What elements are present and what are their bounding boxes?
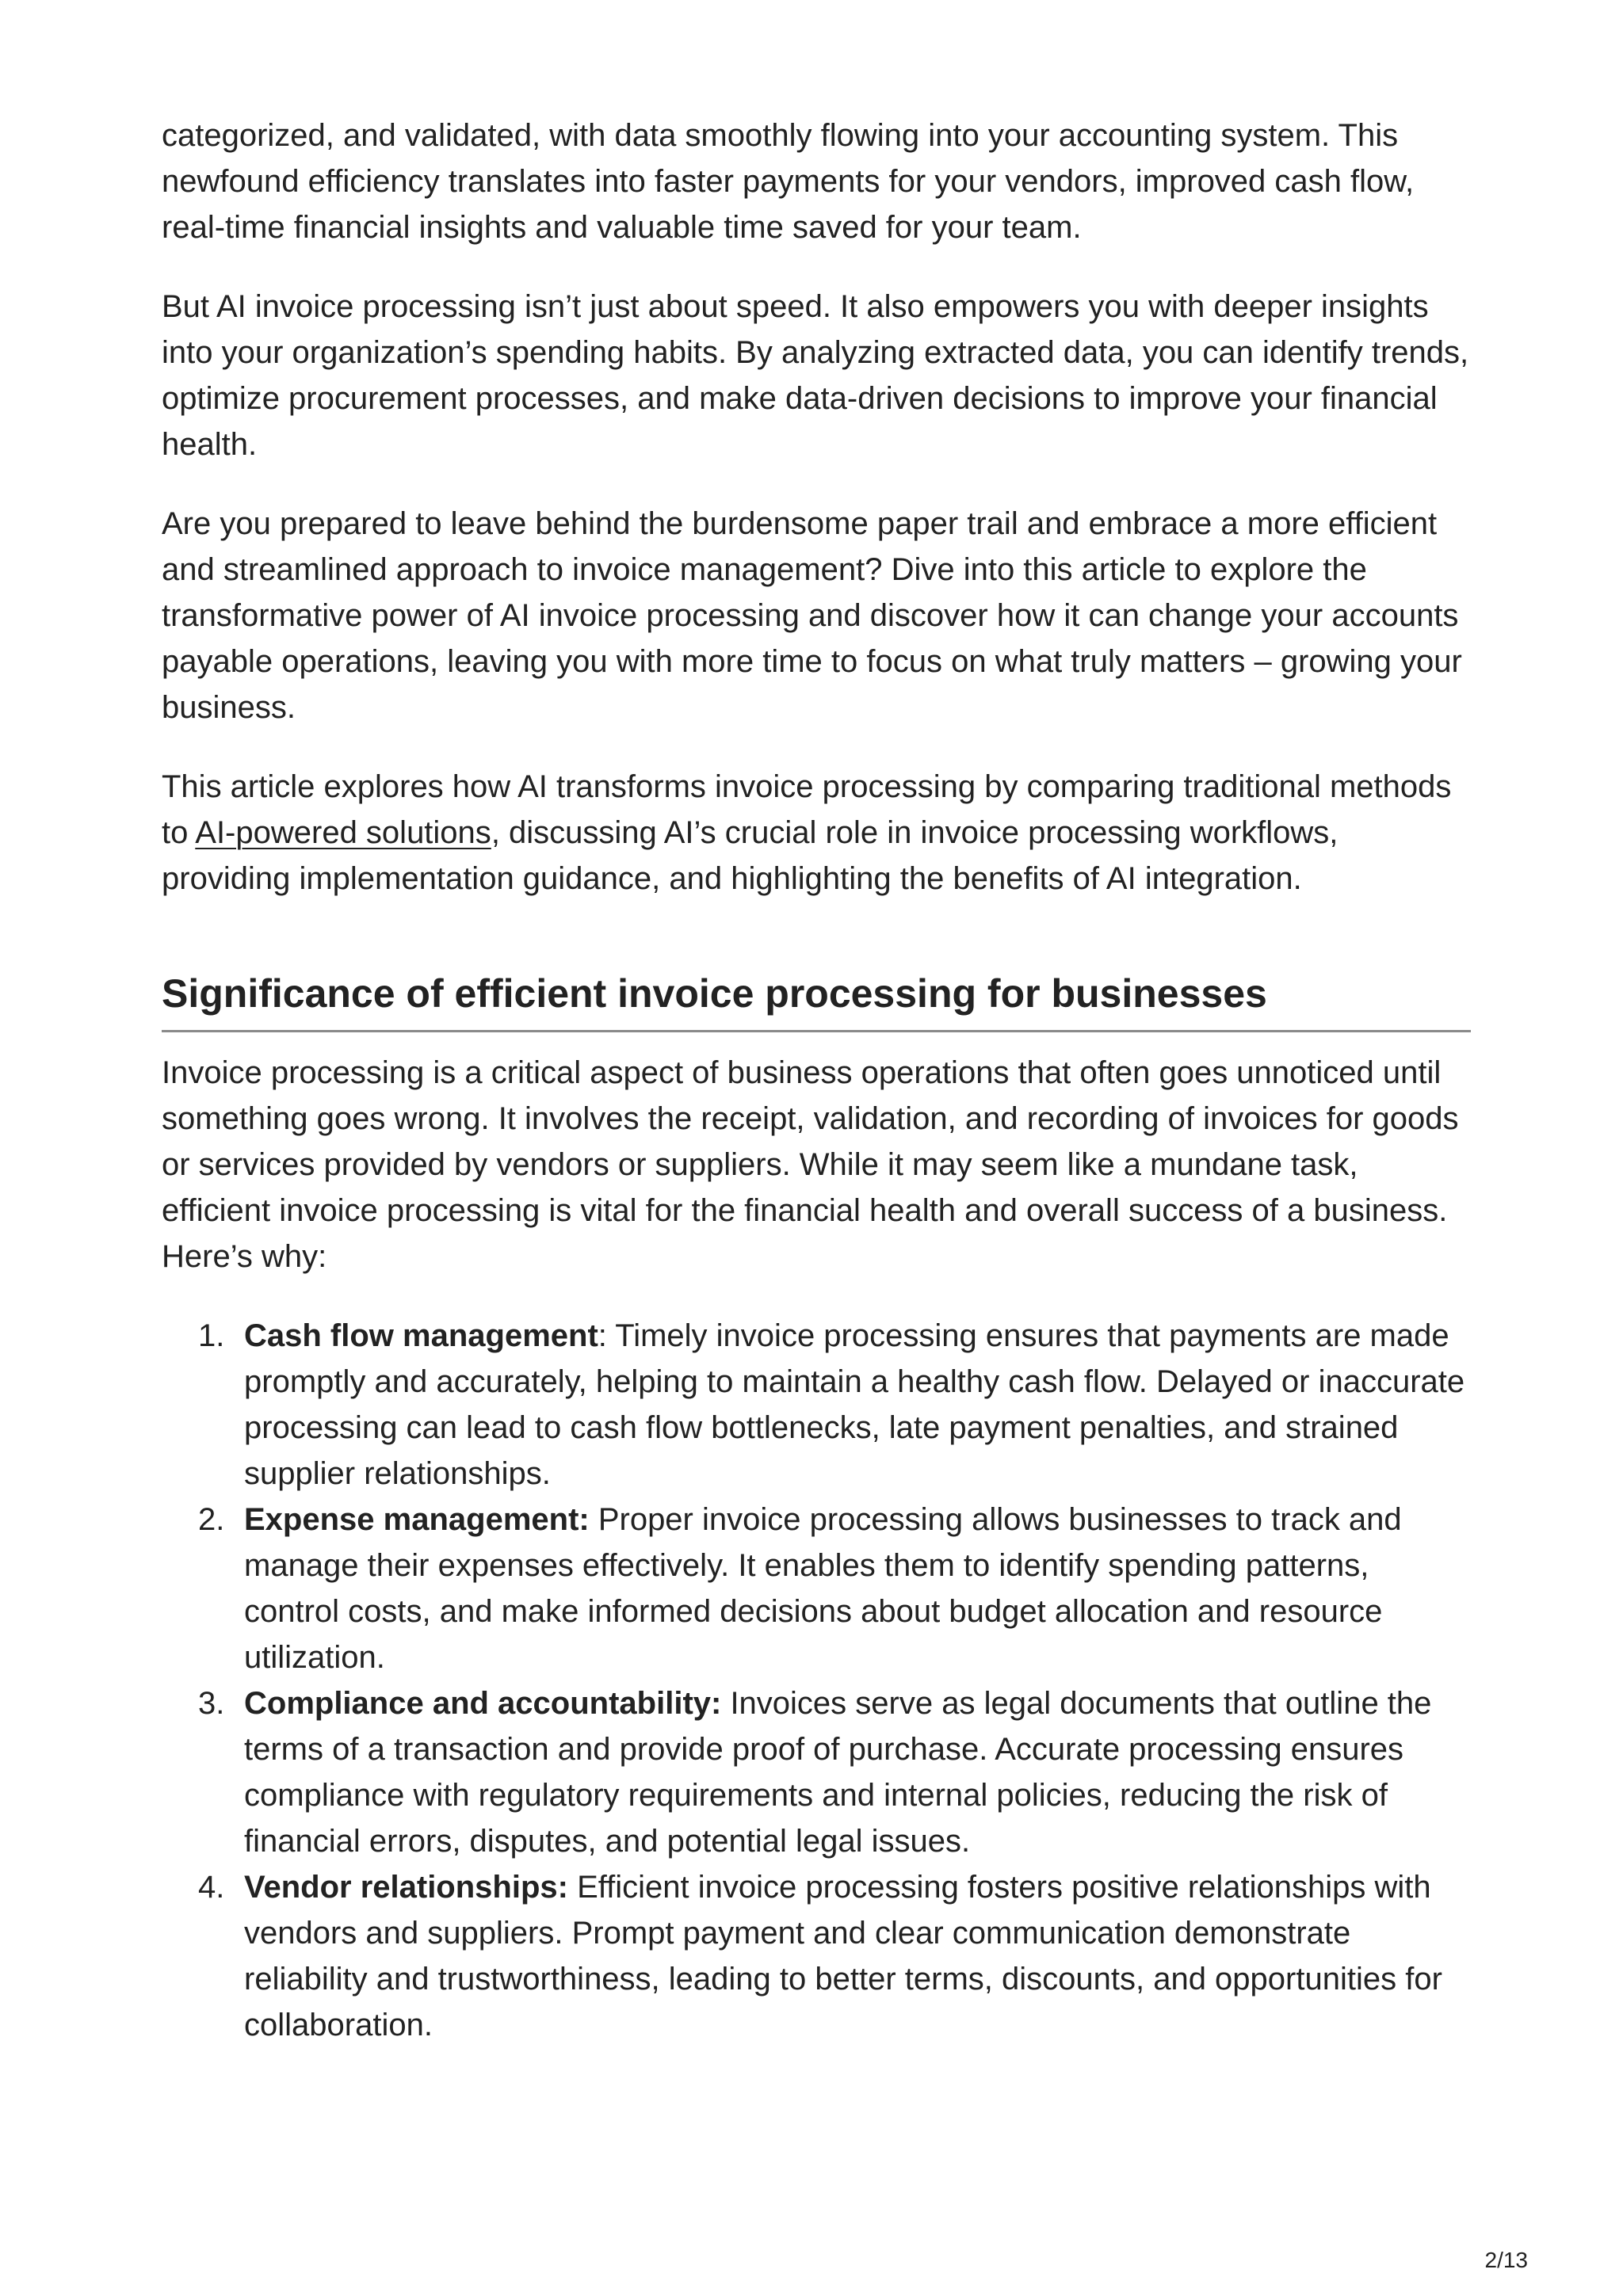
list-item-number: 2. (198, 1502, 225, 1537)
ai-powered-solutions-link[interactable]: AI-powered solutions (195, 815, 491, 850)
list-item-number: 1. (198, 1318, 225, 1353)
paragraph-insights: But AI invoice processing isn’t just about speed. It also empowers you with deeper insights into your organization’s spending habits. By analyzing extracted data, you can identify trends, optimize procurement processes, and make data-driven decisions to improve your financial health. (162, 289, 1469, 462)
section-heading: Significance of efficient invoice processing for businesses (162, 968, 1471, 1032)
overview-text-after: , discussing AI’s crucial role in invoice processing workflows, providing implementation guidance, and highlighting the benefits of AI integration. (162, 815, 1338, 896)
list-item-term: Vendor relationships: (244, 1870, 568, 1905)
list-item (162, 1313, 1471, 1497)
list-item-number: 4. (198, 1870, 225, 1905)
list-item-term: Compliance and accountability: (244, 1686, 722, 1721)
overview-text-before: This article explores how AI transforms invoice processing by comparing traditional methods to (162, 769, 1452, 850)
list-item-text: Efficient invoice processing fosters positive relationships with vendors and suppliers. Prompt payment and clear communication demonstrate reliability and trustworthiness, leading to better terms, discounts, and opportunities for collaboration. (244, 1870, 1442, 2042)
list-item-term: Expense management: (244, 1502, 590, 1537)
paragraph-efficiency: categorized, and validated, with data smoothly flowing into your accounting system. This newfound efficiency translates into faster payments for your vendors, improved cash flow, real-time financial insights and valuable time saved for your team. (162, 118, 1415, 245)
document-page (162, 113, 1471, 2048)
page-number: 2/13 (1484, 2248, 1528, 2272)
list-item-text: Invoices serve as legal documents that outline the terms of a transaction and provide proof of purchase. Accurate processing ensures compliance with regulatory requirements and internal policies, reducing the risk of financial errors, disputes, and potential legal issues. (244, 1686, 1432, 1859)
list-item-text: : Timely invoice processing ensures that payments are made promptly and accurately, helping to maintain a healthy cash flow. Delayed or inaccurate processing can lead to cash flow bottlenecks, late payment penalties, and strained supplier relationships. (244, 1318, 1465, 1491)
list-item (162, 1680, 1471, 1864)
list-item-term: Cash flow management (244, 1318, 598, 1353)
list-item-number: 3. (198, 1686, 225, 1721)
section-intro: Invoice processing is a critical aspect of business operations that often goes unnoticed until something goes wrong. It involves the receipt, validation, and recording of invoices for goods or services provided by vendors or suppliers. While it may seem like a mundane task, efficient invoice processing is vital for the financial health and overall success of a business. Here’s why: (162, 1055, 1459, 1274)
paragraph-call-to-action: Are you prepared to leave behind the burdensome paper trail and embrace a more efficient and streamlined approach to invoice management? Dive into this article to explore the transformative power of AI invoice processing and discover how it can change your accounts payable operations, leaving you with more time to focus on what truly matters – growing your business. (162, 506, 1462, 725)
paragraph-article-overview (162, 764, 1471, 902)
list-item-text: Proper invoice processing allows businesses to track and manage their expenses effectively. It enables them to identify spending patterns, control costs, and make informed decisions about budget allocation and resource utilization. (244, 1502, 1402, 1675)
benefits-list (162, 1313, 1471, 2048)
list-item (162, 1497, 1471, 1680)
list-item (162, 1864, 1471, 2048)
